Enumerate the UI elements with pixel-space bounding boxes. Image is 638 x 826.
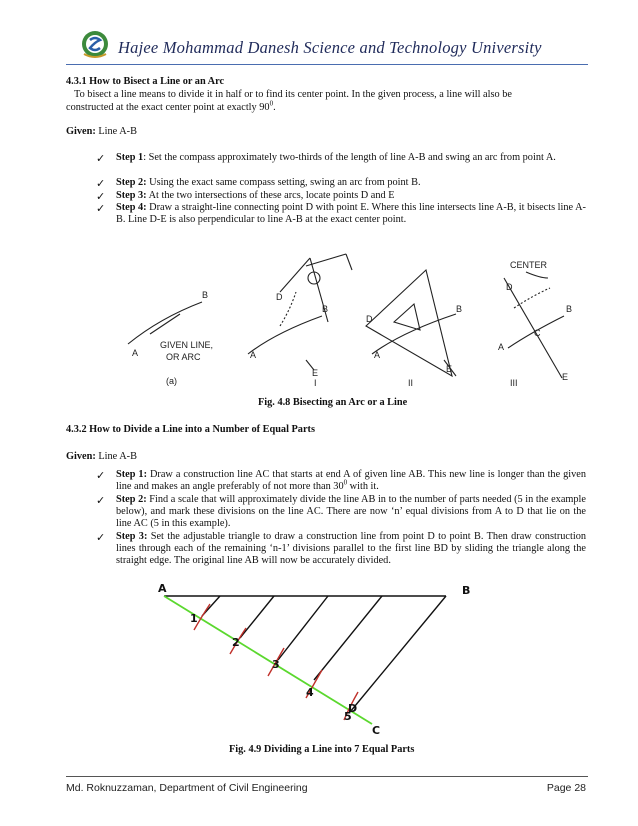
label-1: 1 bbox=[190, 612, 198, 625]
header-rule bbox=[66, 64, 588, 65]
figure-caption-4-8: Fig. 4.8 Bisecting an Arc or a Line bbox=[258, 397, 408, 408]
section-heading-divide: 4.3.2 How to Divide a Line into a Number of Equal Parts bbox=[66, 424, 315, 435]
label-d: D bbox=[348, 702, 358, 715]
bisect-step-1: Step 1: Set the compass approximately two-thirds of the length of line A-B and swing an arc from point A. bbox=[116, 152, 556, 163]
label-center: CENTER bbox=[510, 260, 548, 270]
label-3: 3 bbox=[272, 658, 280, 671]
label-a-III: A bbox=[498, 342, 505, 352]
label-5: 5 bbox=[344, 710, 352, 723]
label-a: A bbox=[158, 582, 167, 595]
label-fig-a: (a) bbox=[166, 376, 177, 386]
divide-step-3: Step 3: Set the adjustable triangle to draw a construction line from point D to point B. Then draw construction lines through each of the remaining ‘n-1’ divisions parallel to the first line BD by sliding the triangle along the straight edge. The original line AB will now be accurately divided. bbox=[116, 531, 586, 567]
check-icon: ✓ bbox=[96, 494, 106, 507]
bisect-step-4: Step 4: Draw a straight-line connecting point D with point E. Where this line intersects line A-B, it bisects line A-B. Line D-E is also perpendicular to line A-B at the exact center point. bbox=[116, 202, 586, 226]
label-2: 2 bbox=[232, 636, 240, 649]
divide-given: Given: Line A-B bbox=[66, 451, 137, 462]
label-b-I: B bbox=[322, 304, 329, 314]
divide-step-1: Step 1: Draw a construction line AC that starts at end A of given line AB. This new line is longer than the given line and makes an angle preferably of not more than $30^0$ with it. bbox=[116, 469, 587, 493]
label-I: I bbox=[314, 378, 317, 388]
figure-caption-4-9: Fig. 4.9 Dividing a Line into 7 Equal Parts bbox=[229, 744, 415, 755]
label-e-III: E bbox=[562, 372, 569, 382]
bisect-step-2: Step 2: Using the exact same compass setting, swing an arc from point B. bbox=[116, 177, 421, 188]
check-icon: ✓ bbox=[96, 190, 106, 203]
university-logo-icon bbox=[80, 28, 110, 60]
label-b: B bbox=[202, 290, 209, 300]
label-III: III bbox=[510, 378, 518, 388]
line-bd bbox=[350, 596, 446, 712]
label-b: B bbox=[462, 584, 471, 597]
label-given: GIVEN LINE, bbox=[160, 340, 214, 350]
page-number: Page 28 bbox=[546, 782, 586, 794]
label-e-II: E bbox=[446, 364, 453, 374]
label-e-I: E bbox=[312, 368, 319, 378]
label-d-I: D bbox=[276, 292, 283, 302]
university-title: Hajee Mohammad Danesh Science and Technology University bbox=[118, 38, 542, 57]
label-II: II bbox=[408, 378, 414, 388]
check-icon: ✓ bbox=[96, 202, 106, 215]
bisecting-figure bbox=[110, 248, 586, 396]
label-4: 4 bbox=[306, 686, 314, 699]
given-arc bbox=[128, 302, 202, 344]
check-icon: ✓ bbox=[96, 152, 106, 165]
bisect-intro-line1: To bisect a line means to divide it in half or to find its center point. In the given process, a line will also be bbox=[74, 89, 512, 100]
divide-step-2: Step 2: Find a scale that will approximately divide the line AB in to the number of parts needed (5 in the example below), and mark these divisions on the line AC. There are now ‘n’ equal divisions from A to D that lie on the line AC (5 in this example). bbox=[116, 494, 586, 530]
label-a-II: A bbox=[374, 350, 381, 360]
label-d-III: D bbox=[506, 282, 513, 292]
label-c-III: C bbox=[534, 328, 541, 338]
check-icon: ✓ bbox=[96, 177, 106, 190]
check-icon: ✓ bbox=[96, 469, 106, 482]
footer-author: Md. Roknuzzaman, Department of Civil Engineering bbox=[66, 782, 308, 794]
check-icon: ✓ bbox=[96, 531, 106, 544]
footer-rule bbox=[66, 776, 588, 777]
bisect-given: Given: Line A-B bbox=[66, 126, 137, 137]
label-d-II: D bbox=[366, 314, 373, 324]
label-b-III: B bbox=[566, 304, 573, 314]
label-or-arc: OR ARC bbox=[166, 352, 201, 362]
dividing-figure bbox=[150, 578, 490, 738]
bisect-step-3: Step 3: At the two intersections of these arcs, locate points D and E bbox=[116, 190, 395, 201]
bisect-intro-line2: constructed at the exact center point at exactly $90^0$. bbox=[66, 99, 276, 113]
label-a: A bbox=[132, 348, 139, 358]
label-a-I: A bbox=[250, 350, 257, 360]
section-heading-bisect: 4.3.1 How to Bisect a Line or an Arc bbox=[66, 76, 225, 87]
label-c: C bbox=[372, 724, 381, 737]
label-b-II: B bbox=[456, 304, 463, 314]
